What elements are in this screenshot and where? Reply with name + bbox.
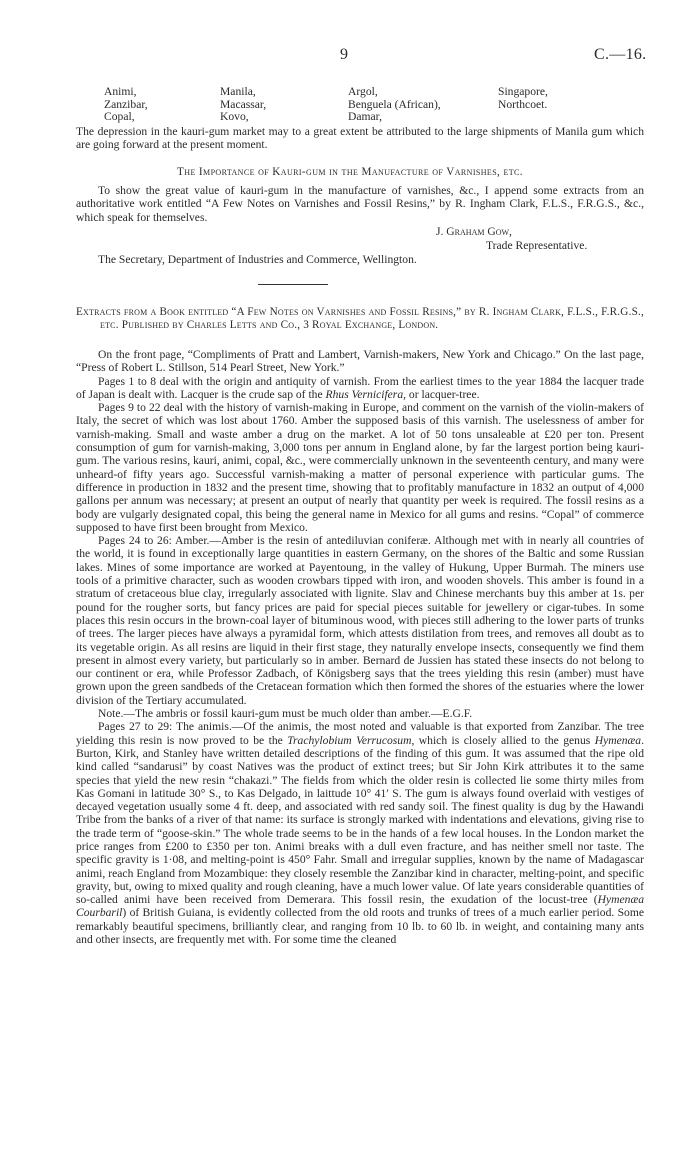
paragraph-text: The depression in the kauri-gum market may to a great extent be attributed to the large shipments of Manila gum which are going forward at the present moment. [76, 125, 644, 152]
gum-name: Northcoet. [498, 97, 548, 111]
addressee [76, 253, 644, 266]
signature-name: J. Graham Gow, [436, 225, 512, 238]
gum-names-column-3 [348, 86, 441, 124]
extracts-heading-text: Extracts from a Book entitled “A Few Notes on Varnishes and Fossil Resins,” by R. Ingham Clark, F.L.S., F.R.G.S., etc. Published by Charles Letts and Co., 3 Royal Exchange, London. [76, 306, 644, 332]
gum-name: Animi, [104, 85, 137, 98]
section-heading: The Importance of Kauri-gum in the Manufacture of Varnishes, etc. [177, 166, 523, 178]
gum-name: Macassar, [220, 97, 267, 111]
paragraph-note: Note.—The ambris or fossil kauri-gum must be much older than amber.—E.G.F. [98, 707, 473, 721]
paragraph-pages-24-26: Pages 24 to 26: Amber.—Amber is the resin of antediluvian coniferæ. Although met with in nearly all countries of the world, it is found in exceptionally large quantities in eastern Germany, on the shores of the Baltic and some Russian lakes. Mines of some importance are worked at Payentoung, in the valley of Hukung, Upper Burmah. The miners use tools of a primitive character, such as wooden crowbars tipped with iron, and wooden shovels. This amber is found in a stratum of cretaceous blue clay, irregularly associated with lignite. Slav and Chinese merchants buy this amber at 1s. per pound for the rougher sorts, but fancy prices are paid for special pieces suitable for jewellery or cigar-tubes. In some places this resin occurs in the brown-coal layer of bituminous wood, with pieces still adhering to the lower parts of trunks of trees. The larger pieces have always a pyramidal form, which attests distilation from trees, and removes all doubt as to its vegetable origin. As all resins are liquid in their first stage, they naturally envelope insects, consequently we find them present in almost every variety, but particularly so in amber. Bernard de Jussien has stated these insects do not belong to our continent or era, while Professor Zadbach, of Königsberg says that the trees yielding this resin (amber) must have grown upon the green sandbeds of the Cretacean formation which then formed the shores of the estuaries where the lower division of the Tertiary accumulated. [76, 534, 644, 707]
section-divider [258, 284, 328, 285]
text-run: , which is closely allied to the genus [411, 733, 595, 747]
text-run: , or lacquer-tree. [403, 387, 480, 401]
species-name: Rhus Vernicifera [325, 387, 404, 401]
signature-title: Trade Representative. [486, 239, 588, 252]
text-run: ) of British Guiana, is evidently collected from the old roots and trunks of trees of a much earlier period. Some remarkably beautiful specimens, brilliantly clear, and ranging from 10 lb. to 60 lb. in weight, and containing many ants and other insects, are frequently met with. For some time the cleaned [76, 906, 644, 947]
page-number: 9 [340, 46, 348, 63]
paragraph-pages-1-8 [76, 375, 644, 402]
species-name: Trachylobium Verrucosum [287, 733, 412, 747]
paragraph-depression [76, 125, 644, 152]
paragraph-text: To show the great value of kauri-gum in the manufacture of varnishes, &c., I append some extracts from an authoritative work entitled “A Few Notes on Varnishes and Fossil Resins,” by R. Ingham Clark, F.L.S., F.R.G.S., &c., which speak for themselves. [76, 184, 644, 224]
gum-name: Zanzibar, [104, 97, 148, 111]
gum-names-column-4 [498, 86, 548, 111]
extracts-body [76, 348, 644, 946]
gum-name: Manila, [220, 85, 256, 98]
gum-name: Benguela (African), [348, 97, 441, 111]
species-name: Hymenæa [594, 733, 642, 747]
paragraph-pages-27-29 [76, 720, 644, 946]
page-header [0, 48, 700, 68]
document-reference: C.—16. [594, 46, 647, 63]
addressee-text: The Secretary, Department of Industries and Commerce, Wellington. [98, 253, 417, 266]
gum-name: Damar, [348, 110, 382, 124]
species-name: Hymenæa Courbaril [76, 893, 644, 920]
gum-name: Copal, [104, 110, 135, 124]
text-run: Pages 1 to 8 deal with the origin and antiquity of varnish. From the earliest times to the year 1884 the lacquer trade of Japan is dealt with. Lacquer is the crude sap of the [76, 374, 644, 401]
text-run: . Burton, Kirk, and Stanley have written detailed descriptions of the finding of this gum. It was assumed that the ripe old kind called “sandarusi” by coast Natives was the product of extinct trees; but Sir John Kirk attributes it to the same species that yield the new resin “chakazi.” The fields from which the older resin is collected lie some thirty miles from Kas Gomani in latitude 30° S., to Kas Delgado, in laittude 10° 41′ S. The gum is always found overlaid with vestiges of decayed vegetation usually some 4 ft. deep, and associated with red sandy soil. The finest quality is dug by the Hawandi Tribe from the banks of a river of that name: its surface is strongly marked with indentations and elevations, giving rise to the trade term of “goose-skin.” The whole trade seems to be in the hands of a few local houses. In the London market the price ranges from £200 to £350 per ton. Animi breaks with a dull even fracture, and has neither smell nor taste. The specific gravity is 1·08, and melting-point is 450° Fahr. Small and irregular supplies, known by the name of Madagascar animi, reach England from Mozambique: they closely resemble the Zanzibar kind in character, melting-point, and specific gravity, but, owing to mixed quality and rough cleaning, have a much lower value. Of late years considerable quantities of so-called animi have been received from Demerara. This fossil resin, the exudation of the locust-tree ( [76, 733, 644, 907]
paragraph-front-page: On the front page, “Compliments of Pratt and Lambert, Varnish-makers, New York and Chicago.” On the last page, “Press of Robert L. Stillson, 514 Pearl Street, New York.” [76, 348, 644, 375]
gum-name: Argol, [348, 85, 378, 98]
gum-names-column-2 [220, 86, 266, 124]
gum-name: Singapore, [498, 85, 548, 98]
extracts-heading [76, 306, 644, 333]
paragraph-show [76, 184, 644, 224]
gum-names-column-1 [104, 86, 148, 124]
gum-name: Kovo, [220, 110, 249, 124]
text-run: Pages 27 to 29: The animis.—Of the animis, the most noted and valuable is that exported from Zanzibar. The tree yielding this resin is now proved to be the [76, 720, 644, 747]
paragraph-pages-9-22: Pages 9 to 22 deal with the history of varnish-making in Europe, and comment on the varnish of the violin-makers of Italy, the secret of which was lost about 1760. Amber the supposed basis of this varnish. The uselessness of amber for varnish-making. Small and waste amber a drug on the market. A lot of 50 tons unsaleable at £20 per ton. Present consumption of gum for varnish-making, 3,000 tons per annum in England alone, by far the largest portion being kauri-gum. The various resins, kauri, animi, copal, &c., were commercially unknown in the seventeenth century, and many were unheard-of fifty years ago. Successful varnish-making a matter of personal experience with particular gums. The difference in production in 1832 and the present time, showing that to profitably manufacture in 1832 an output of 4,000 gallons per annum was necessary; at present an output of nearly that quantity per week is required. The fossil resins as a body are vulgarly designated copal, this being the general name in Mexico for all gums and resins. “Copal” of commerce supposed to have first been brought from Mexico. [76, 401, 644, 534]
